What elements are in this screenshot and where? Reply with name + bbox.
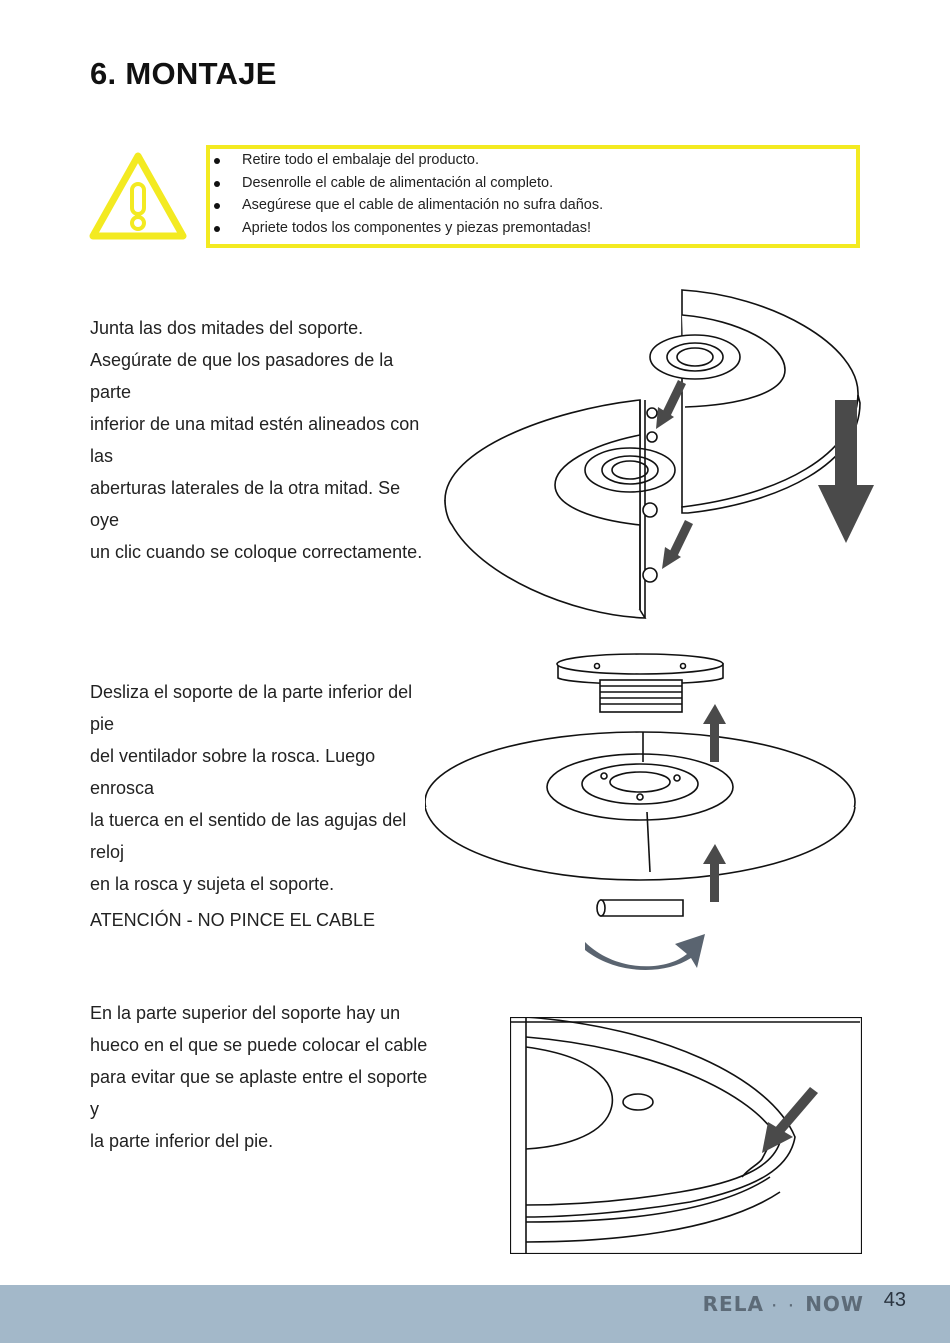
step-1-text	[90, 312, 430, 568]
brand-right: NOW	[805, 1292, 864, 1316]
warning-triangle-icon	[88, 150, 188, 242]
brand-logo: RELA · · NOW	[702, 1292, 864, 1316]
page-number: 43	[883, 1289, 906, 1311]
step-2-line: del ventilador sobre la rosca. Luego enrosca	[90, 746, 376, 798]
warning-item: Apriete todos los componentes y piezas premontadas!	[210, 217, 856, 240]
warning-list	[210, 149, 856, 239]
step-1-line: aberturas laterales de la otra mitad. Se oye	[90, 478, 401, 530]
step-1-line: un clic cuando se coloque correctamente.	[90, 542, 423, 562]
cable-groove-illustration	[510, 1017, 862, 1254]
step-3-line: para evitar que se aplaste entre el soporte y	[90, 1067, 428, 1119]
step-2-line: en la rosca y sujeta el soporte.	[90, 874, 335, 894]
warning-item: Asegúrese que el cable de alimentación no sufra daños.	[210, 194, 856, 217]
warning-item: Desenrolle el cable de alimentación al completo.	[210, 172, 856, 195]
step-3-line: hueco en el que se puede colocar el cable	[90, 1035, 428, 1055]
step-1-line: Asegúrate de que los pasadores de la parte	[90, 350, 394, 402]
step-2-line: la tuerca en el sentido de las agujas del reloj	[90, 810, 407, 862]
step-3-line: la parte inferior del pie.	[90, 1131, 274, 1151]
step-1-line: Junta las dos mitades del soporte.	[90, 318, 364, 338]
step-2-line: Desliza el soporte de la parte inferior del pie	[90, 682, 413, 734]
attention-note: ATENCIÓN - NO PINCE EL CABLE	[90, 910, 376, 930]
base-thread-illustration	[425, 652, 865, 972]
step-3-line: En la parte superior del soporte hay un	[90, 1003, 401, 1023]
base-halves-illustration	[440, 285, 880, 635]
warning-item: Retire todo el embalaje del producto.	[210, 149, 856, 172]
step-1-line: inferior de una mitad estén alineados con las	[90, 414, 420, 466]
step-3-text	[90, 997, 430, 1157]
brand-left: RELA	[702, 1292, 764, 1316]
step-2-text	[90, 676, 430, 936]
warning-box	[206, 145, 860, 248]
page-title: 6. MONTAJE	[90, 56, 277, 91]
